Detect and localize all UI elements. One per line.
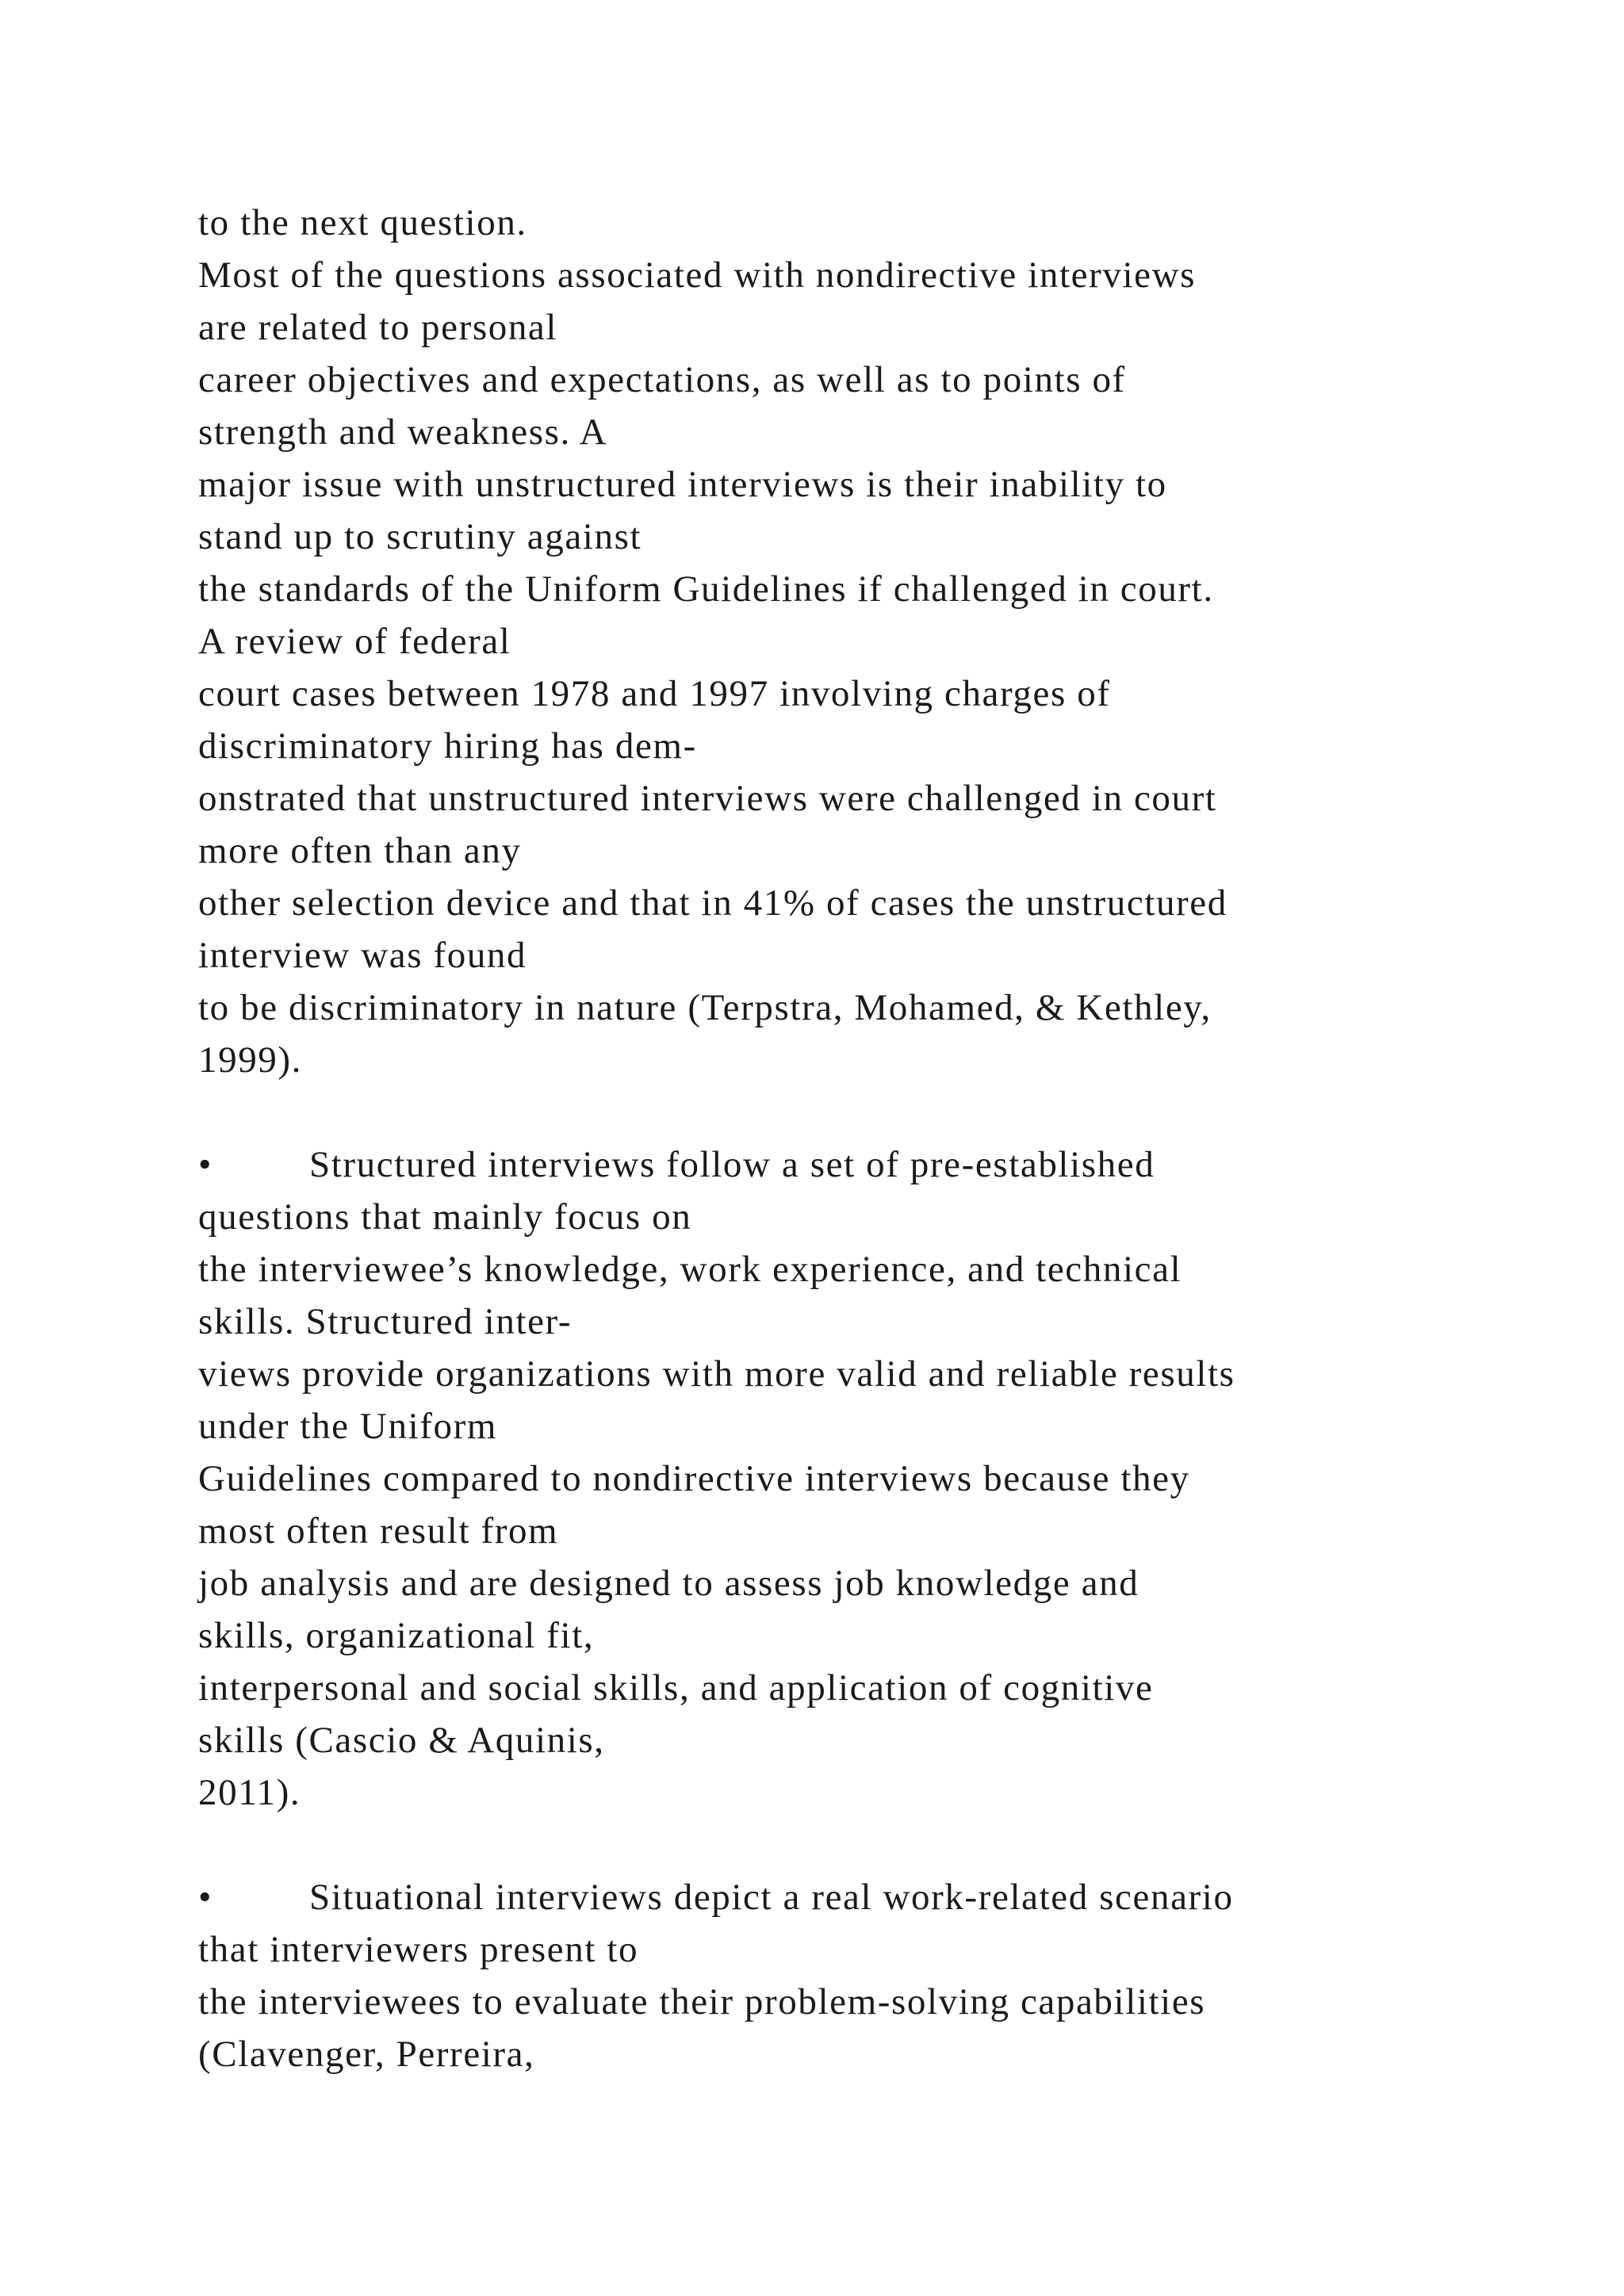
text-line: skills, organizational fit, xyxy=(198,1615,595,1656)
text-line: skills. Structured inter- xyxy=(198,1301,573,1342)
text-line: court cases between 1978 and 1997 involving charges of xyxy=(198,673,1111,714)
text-line: A review of federal xyxy=(198,621,511,662)
text-line: 1999). xyxy=(198,1039,303,1081)
text-line: that interviewers present to xyxy=(198,1929,639,1970)
text-line: most often result from xyxy=(198,1510,559,1552)
text-line: to be discriminatory in nature (Terpstra, Mohamed, & Kethley, xyxy=(198,987,1212,1028)
bullet-icon: • xyxy=(198,1144,213,1185)
text-line: views provide organizations with more valid and reliable results xyxy=(198,1353,1235,1395)
text-line: 2011). xyxy=(198,1772,301,1813)
text-line: strength and weakness. A xyxy=(198,411,608,453)
blank-line xyxy=(198,1086,1594,1138)
text-line: career objectives and expectations, as well as to points of xyxy=(198,359,1126,400)
paragraph-1 xyxy=(198,197,1594,1086)
bullet-icon: • xyxy=(198,1877,213,1918)
text-line: the standards of the Uniform Guidelines if challenged in court. xyxy=(198,568,1214,610)
text-line: the interviewee’s knowledge, work experience, and technical xyxy=(198,1249,1182,1290)
text-line: discriminatory hiring has dem- xyxy=(198,725,697,767)
text-line: interview was found xyxy=(198,935,527,976)
text-line: stand up to scrutiny against xyxy=(198,516,642,557)
text-line: the interviewees to evaluate their problem-solving capabilities xyxy=(198,1981,1206,2022)
bullet-item-situational-interviews xyxy=(198,1871,1594,2080)
text-line: skills (Cascio & Aquinis, xyxy=(198,1720,605,1761)
text-line: under the Uniform xyxy=(198,1406,497,1447)
bullet-item-structured-interviews xyxy=(198,1138,1594,1819)
document-page xyxy=(198,197,1594,2080)
text-line: (Clavenger, Perreira, xyxy=(198,2034,535,2075)
text-line: other selection device and that in 41% of cases the unstructured xyxy=(198,882,1228,924)
bullet-first-line xyxy=(198,1871,1594,1923)
text-line: are related to personal xyxy=(198,307,558,348)
bullet-text: Situational interviews depict a real work-related scenario xyxy=(309,1877,1234,1918)
text-line: Most of the questions associated with nondirective interviews xyxy=(198,254,1197,296)
text-line: major issue with unstructured interviews is their inability to xyxy=(198,464,1167,505)
bullet-text: Structured interviews follow a set of pre-established xyxy=(309,1144,1155,1185)
bullet-first-line xyxy=(198,1138,1594,1191)
text-line: job analysis and are designed to assess job knowledge and xyxy=(198,1563,1139,1604)
text-line: interpersonal and social skills, and application of cognitive xyxy=(198,1667,1154,1709)
blank-line xyxy=(198,1819,1594,1871)
text-line: questions that mainly focus on xyxy=(198,1196,692,1238)
text-line: onstrated that unstructured interviews were challenged in court xyxy=(198,778,1217,819)
text-line: to the next question. xyxy=(198,202,527,243)
text-line: more often than any xyxy=(198,830,522,871)
text-line: Guidelines compared to nondirective interviews because they xyxy=(198,1458,1190,1499)
